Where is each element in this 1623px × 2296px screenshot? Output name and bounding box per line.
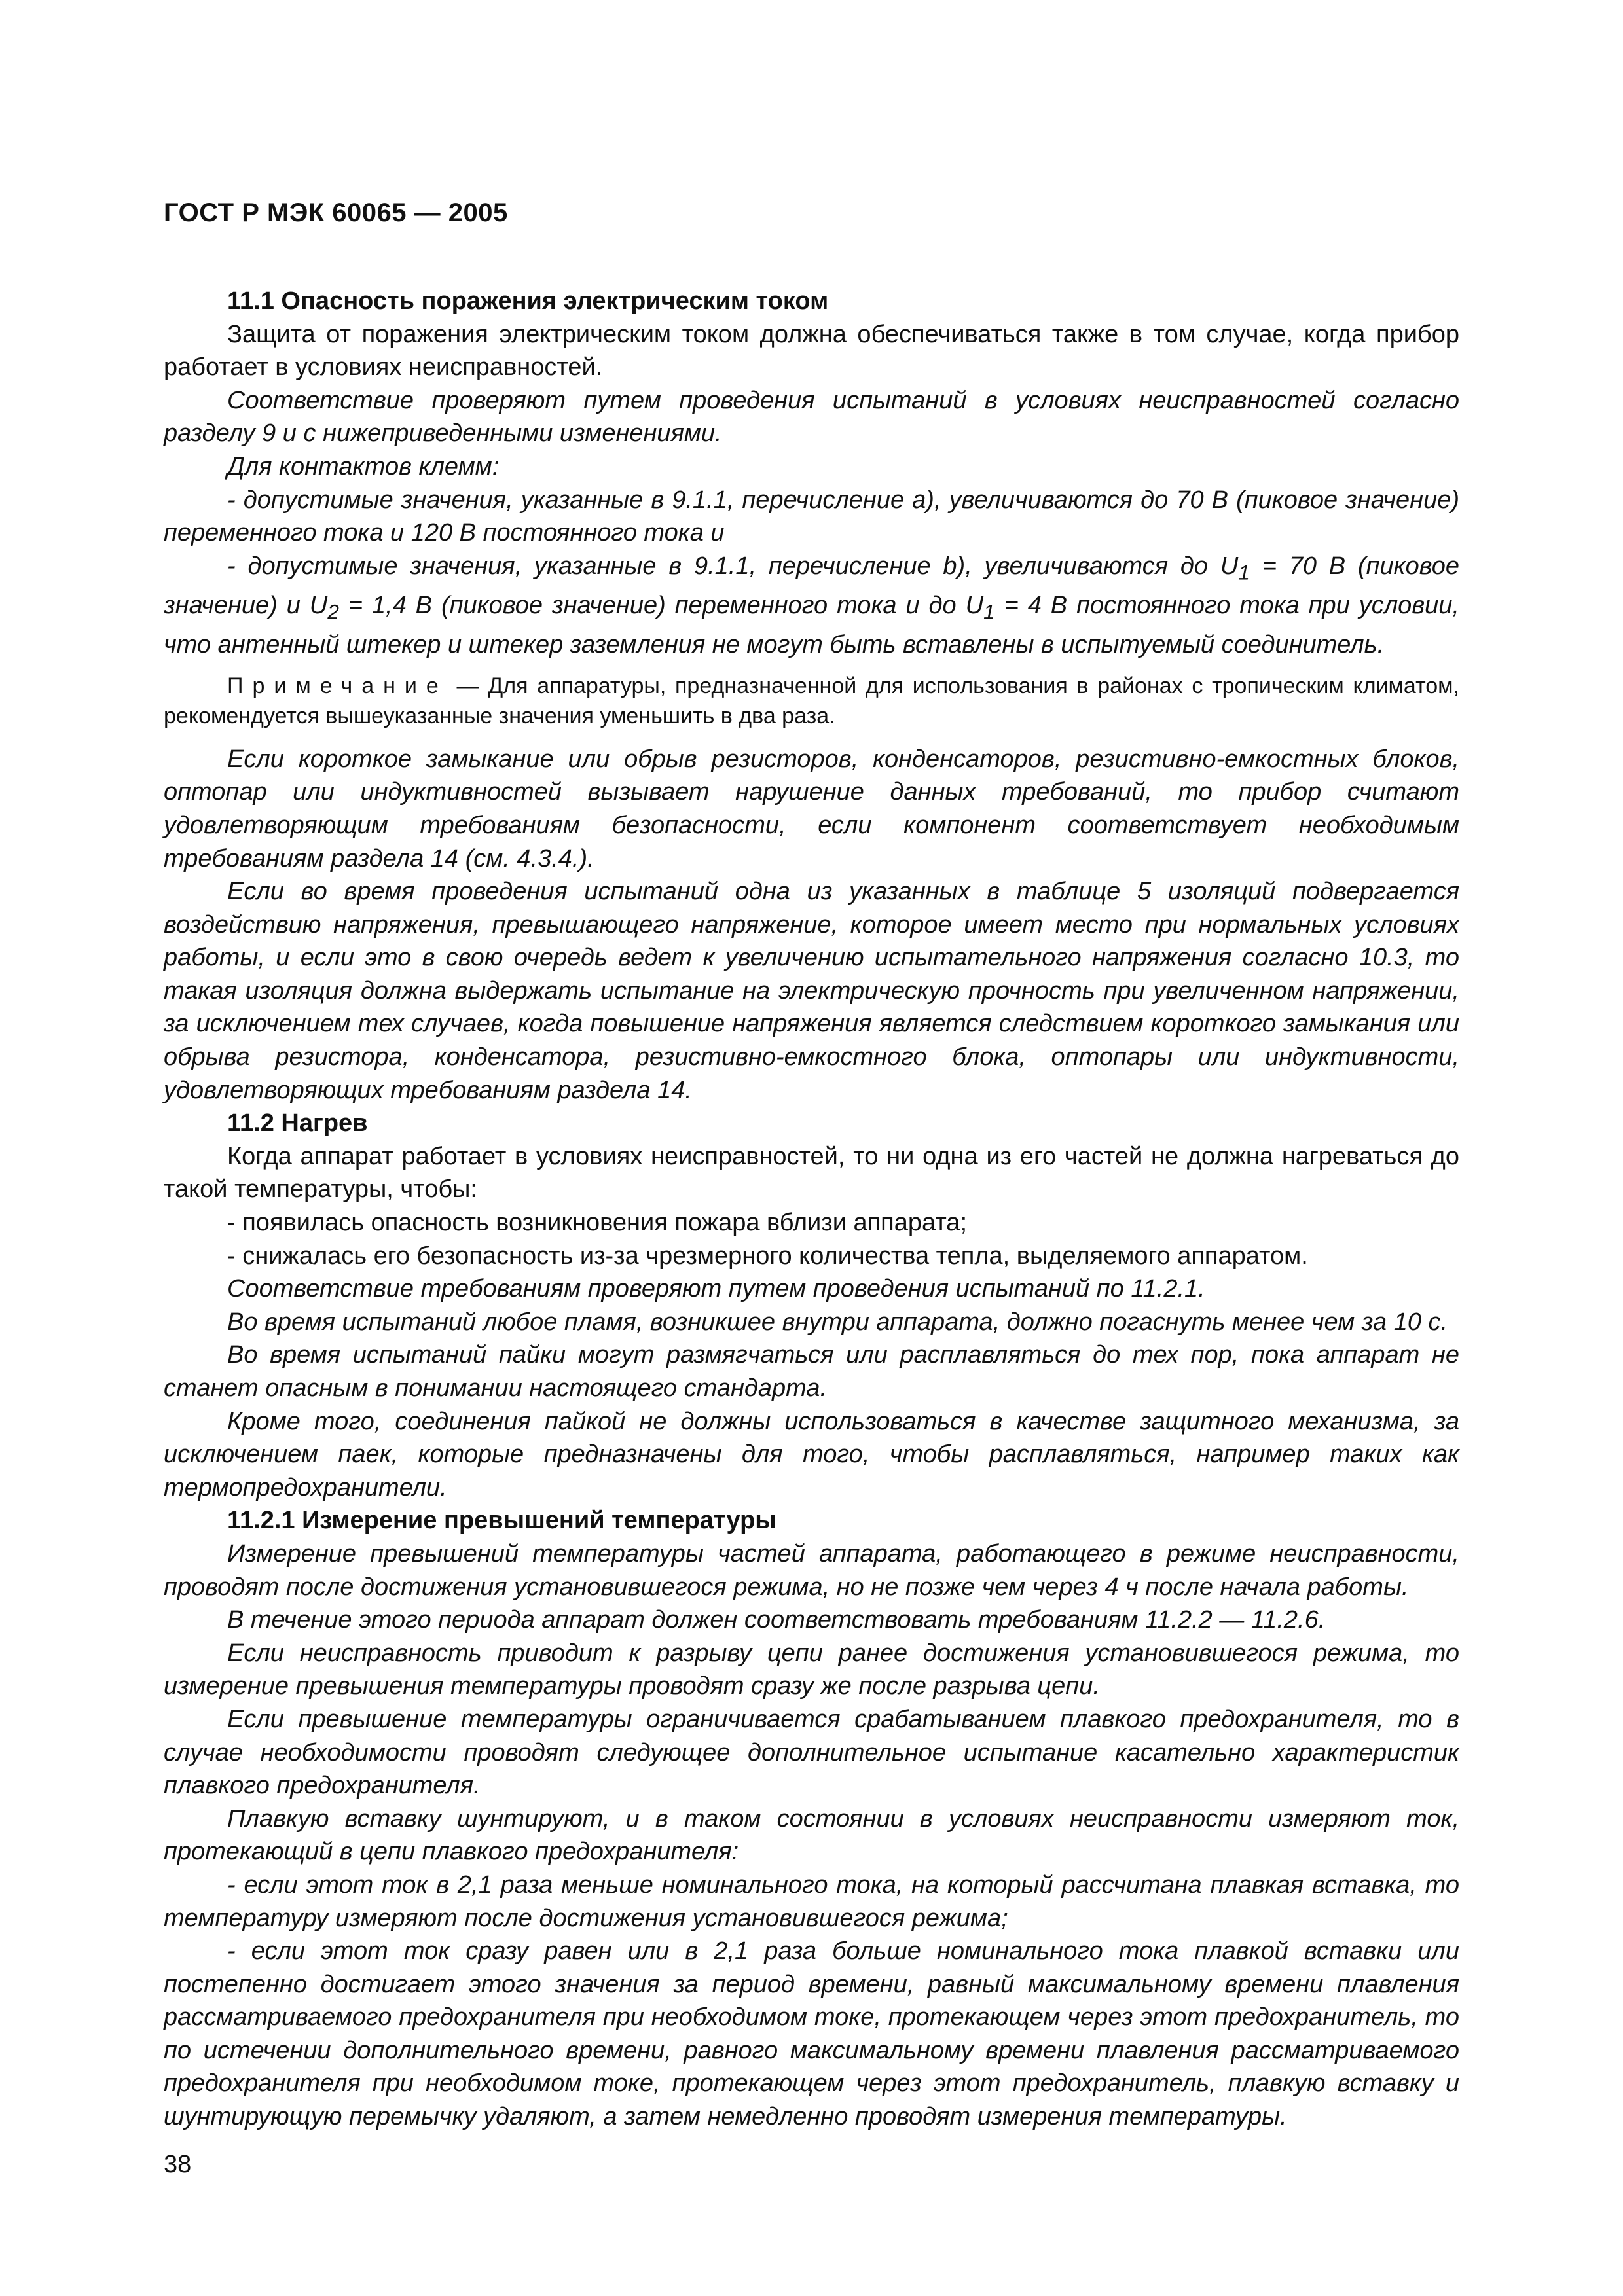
document-body (164, 285, 1459, 2134)
paragraph: Для контактов клемм: (227, 452, 500, 480)
list-item: - допустимые значения, указанные в 9.1.1, перечисление а), увеличиваются до 70 В (пиковое значение) переменного тока и 120 В постоянного тока и (164, 486, 1459, 547)
section-heading-11-2-1: 11.2.1 Измерение превышений температуры (227, 1507, 776, 1535)
list-item: - появилась опасность возникновения пожара вблизи аппарата; (227, 1209, 967, 1237)
subscript: 1 (983, 600, 995, 624)
note-text: — Для аппаратуры, предназначенной для использования в районах с тропическим климатом, рекомендуется вышеуказанные значения уменьшить в два раза. (164, 673, 1459, 728)
text-run: - допустимые значения, указанные в 9.1.1, перечисление b), увеличиваются до U (227, 552, 1239, 580)
page-number: 38 (164, 2151, 192, 2178)
paragraph: Кроме того, соединения пайкой не должны использоваться в качестве защитного механизма, за исключением паек, которые предназначены для того, чтобы расплавляться, например таких как термопредохранители. (164, 1407, 1459, 1501)
paragraph: Если короткое замыкание или обрыв резисторов, конденсаторов, резистивно-емкостных блоков, оптопар или индуктивностей вызывает нарушение данных требований, то прибор считают удовлетворяющим требованиям безопасности, если компонент соответствует необходимым требованиям раздела 14 (см. 4.3.4.). (164, 745, 1459, 872)
note-label: Примечание (227, 673, 448, 698)
paragraph: Соответствие проверяют путем проведения испытаний в условиях неисправностей согласно разделу 9 и с нижеприведенными изменениями. (164, 386, 1459, 448)
text-run: = 4 В постоянного тока при условии, что антенный штекер и штекер заземления не могут быть вставлены в испытуемый соединитель. (164, 591, 1459, 659)
text-run: = 70 В (пиковое значение) и U (164, 552, 1459, 619)
list-item (164, 550, 1459, 662)
paragraph: Если превышение температуры ограничивается срабатыванием плавкого предохранителя, то в случае необходимости проводят следующее дополнительное испытание касательно характеристик плавкого предохранителя. (164, 1705, 1459, 1800)
document-header: ГОСТ Р МЭК 60065 — 2005 (164, 198, 508, 227)
paragraph: Во время испытаний пайки могут размягчаться или расплавляться до тех пор, пока аппарат не станет опасным в понимании настоящего стандарта. (164, 1341, 1459, 1402)
paragraph: Когда аппарат работает в условиях неисправностей, то ни одна из его частей не должна нагреваться до такой температуры, чтобы: (164, 1142, 1459, 1204)
subscript: 1 (1238, 560, 1250, 584)
note (164, 671, 1459, 731)
paragraph: Плавкую вставку шунтируют, и в таком состоянии в условиях неисправности измеряют ток, протекающий в цепи плавкого предохранителя: (164, 1804, 1459, 1866)
paragraph: Соответствие требованиям проверяют путем проведения испытаний по 11.2.1. (227, 1275, 1205, 1303)
paragraph: В течение этого периода аппарат должен соответствовать требованиям 11.2.2 — 11.2.6. (227, 1606, 1326, 1634)
paragraph: Во время испытаний любое пламя, возникшее внутри аппарата, должно погаснуть менее чем за 10 с. (227, 1308, 1448, 1336)
paragraph: Если неисправность приводит к разрыву цепи ранее достижения установившегося режима, то измерение превышения температуры проводят сразу же после разрыва цепи. (164, 1639, 1459, 1700)
paragraph: Если во время проведения испытаний одна из указанных в таблице 5 изоляций подвергается воздействию напряжения, превышающего напряжение, которое имеет место при нормальных условиях работы, и если это в свою очередь ведет к увеличению испытательного напряжения согласно 10.3, то такая изоляция должна выдержать испытание на электрическую прочность при увеличенном напряжении, за исключением тех случаев, когда повышение напряжения является следствием короткого замыкания или обрыва резистора, конденсатора, резистивно-емкостного блока, оптопары или индуктивности, удовлетворяющих требованиям раздела 14. (164, 878, 1459, 1104)
text-run: = 1,4 В (пиковое значение) переменного тока и до U (338, 591, 984, 619)
list-item: - если этот ток сразу равен или в 2,1 раза больше номинального тока плавкой вставки или постепенно достигает этого значения за период времени, равный максимальному времени плавления рассматриваемого предохранителя при необходимом токе, протекающем через этот предохранитель, то по истечении дополнительного времени, равного максимальному времени плавления рассматриваемого предохранителя при необходимом токе, протекающем через этот предохранитель, плавкую вставку и шунтирующую перемычку удаляют, а затем немедленно проводят измерения температуры. (164, 1937, 1459, 2131)
paragraph: Защита от поражения электрическим током должна обеспечиваться также в том случае, когда прибор работает в условиях неисправностей. (164, 320, 1459, 382)
paragraph: Измерение превышений температуры частей аппарата, работающего в режиме неисправности, проводят после достижения установившегося режима, но не позже чем через 4 ч после начала работы. (164, 1539, 1459, 1601)
list-item: - снижалась его безопасность из-за чрезмерного количества тепла, выделяемого аппаратом. (227, 1242, 1308, 1270)
section-heading-11-1: 11.1 Опасность поражения электрическим током (227, 287, 829, 315)
subscript: 2 (327, 600, 339, 624)
section-heading-11-2: 11.2 Нагрев (227, 1109, 368, 1138)
list-item: - если этот ток в 2,1 раза меньше номинального тока, на который рассчитана плавкая вставка, то температуру измеряют после достижения установившегося режима; (164, 1871, 1459, 1932)
